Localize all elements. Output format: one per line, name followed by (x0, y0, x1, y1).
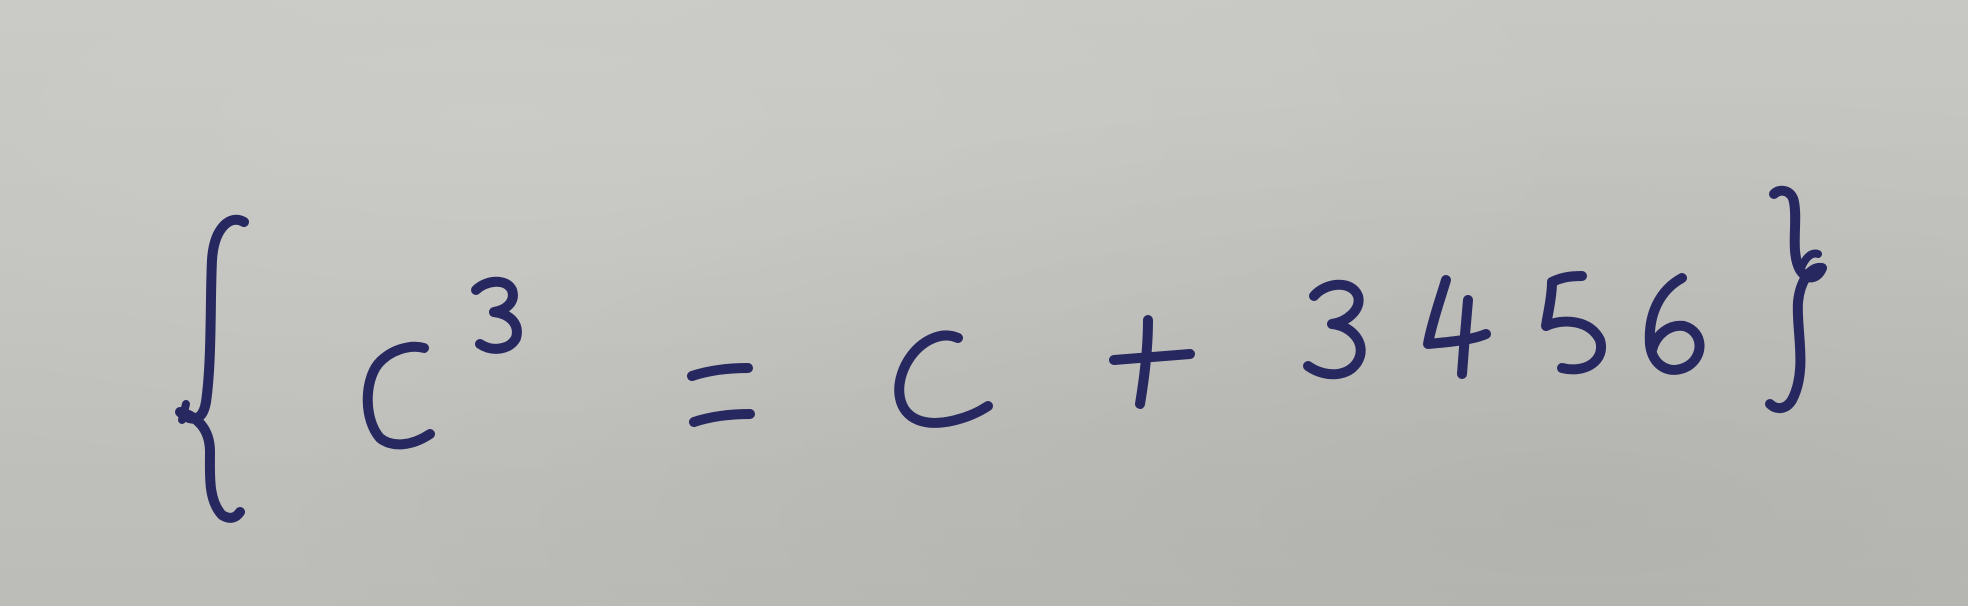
equals-glyph (692, 368, 750, 422)
digit-six-glyph (1650, 278, 1700, 370)
left-brace-glyph (180, 220, 244, 518)
digit-five-glyph (1546, 276, 1601, 369)
digit-three-glyph (1308, 285, 1361, 375)
c-glyph (368, 347, 430, 445)
plus-glyph (1114, 320, 1190, 404)
right-brace-glyph (1770, 191, 1822, 408)
superscript-three-glyph (476, 282, 517, 349)
digit-four-glyph (1428, 280, 1486, 374)
c-glyph-2 (899, 336, 988, 423)
